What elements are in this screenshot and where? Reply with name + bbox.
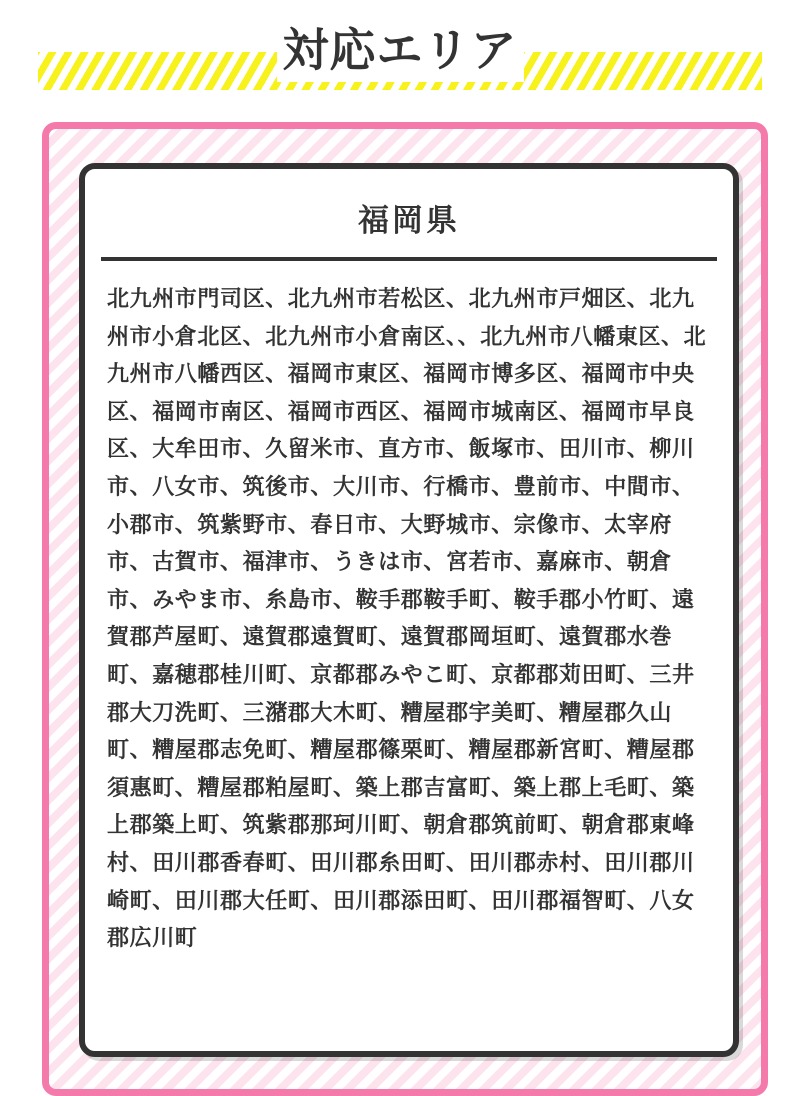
prefecture-title: 福岡県 <box>358 203 460 239</box>
section-title-text: 対応エリア <box>277 18 524 82</box>
section-heading <box>0 0 800 110</box>
area-card <box>79 163 739 1057</box>
service-area-panel <box>42 122 768 1096</box>
title-divider <box>101 257 717 261</box>
area-list-text: 北九州市門司区、北九州市若松区、北九州市戸畑区、北九州市小倉北区、北九州市小倉南区、、北九州市八幡東区、北九州市八幡西区、福岡市東区、福岡市博多区、福岡市中央区、福岡市南区、福岡市西区、福岡市城南区、福岡市早良区、大牟田市、久留米市、直方市、飯塚市、田川市、柳川市、八女市、筑後市、大川市、行橋市、豊前市、中間市、小郡市、筑紫野市、春日市、大野城市、宗像市、太宰府市、古賀市、福津市、うきは市、宮若市、嘉麻市、朝倉市、みやま市、糸島市、鞍手郡鞍手町、鞍手郡小竹町、遠賀郡芦屋町、遠賀郡遠賀町、遠賀郡岡垣町、遠賀郡水巻町、嘉穂郡桂川町、京都郡みやこ町、京都郡苅田町、三井郡大刀洗町、三潴郡大木町、糟屋郡宇美町、糟屋郡久山町、糟屋郡志免町、糟屋郡篠栗町、糟屋郡新宮町、糟屋郡須惠町、糟屋郡粕屋町、築上郡吉富町、築上郡上毛町、築上郡築上町、筑紫郡那珂川町、朝倉郡筑前町、朝倉郡東峰村、田川郡香春町、田川郡糸田町、田川郡赤村、田川郡川崎町、田川郡大任町、田川郡添田町、田川郡福智町、八女郡広川町 <box>107 287 707 952</box>
section-title <box>0 18 800 82</box>
